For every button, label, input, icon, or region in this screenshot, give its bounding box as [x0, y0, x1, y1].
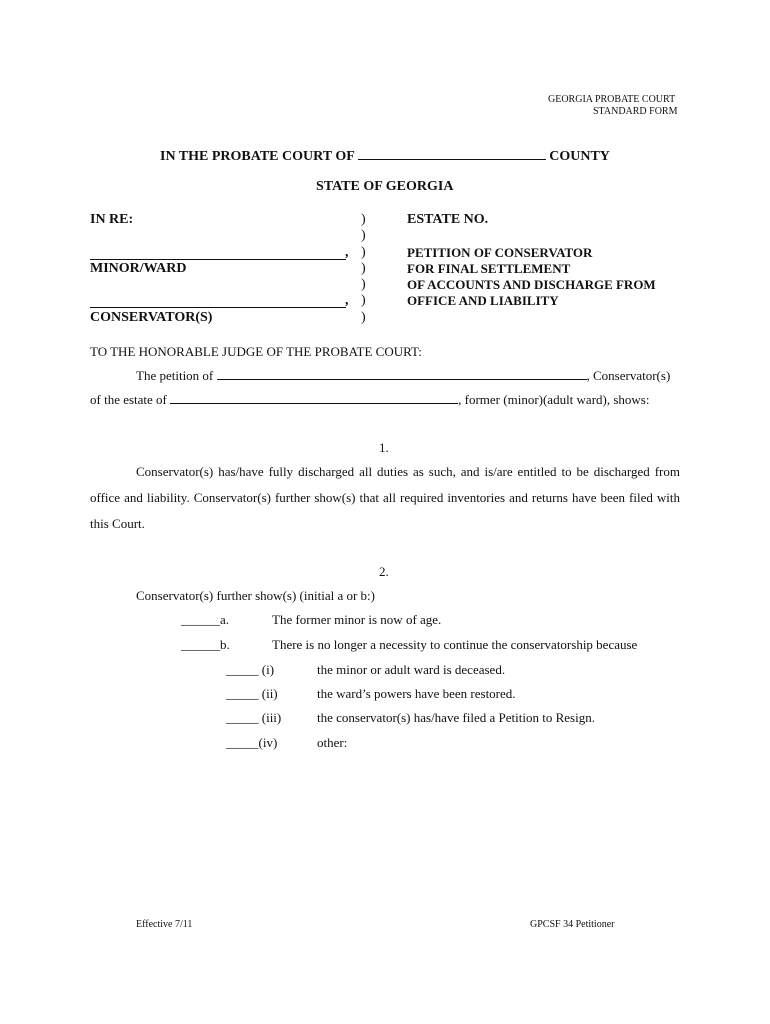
minor-name-blank[interactable]: [90, 259, 346, 260]
petition-title-line: PETITION OF CONSERVATOR: [407, 245, 593, 260]
caption-paren: ): [361, 310, 366, 325]
suboption-blank[interactable]: _____(iv): [226, 735, 278, 750]
county-blank[interactable]: [358, 147, 546, 160]
suboption-text: the conservator(s) has/have filed a Petition to Resign.: [317, 710, 595, 725]
section-2-number: 2.: [379, 564, 389, 579]
suboption-text: the ward’s powers have been restored.: [317, 686, 516, 701]
caption-paren: ): [361, 228, 366, 243]
suboption-blank[interactable]: _____ (ii): [226, 686, 278, 701]
court-line: [160, 147, 610, 165]
caption-paren: ): [361, 212, 366, 227]
section-1-text: Conservator(s) has/have fully discharged all duties as such, and is/are entitled to be discharged from office and liability. Conservator(s) further show(s) that all required inventories and returns have been filed with this Court.: [90, 464, 680, 531]
estate-no-label: ESTATE NO.: [407, 212, 489, 227]
suboption-text: the minor or adult ward is deceased.: [317, 662, 506, 677]
suboption-text: other:: [317, 735, 348, 750]
form-header-line2: STANDARD FORM: [593, 106, 678, 117]
option-blank[interactable]: ______a.: [181, 612, 230, 627]
court-prefix: IN THE PROBATE COURT OF: [160, 149, 355, 164]
estate-of-line: [90, 391, 649, 408]
section-2-intro: Conservator(s) further show(s) (initial a or b:): [136, 588, 375, 603]
conservators-suffix: , Conservator(s): [586, 368, 671, 383]
caption-paren: ): [361, 245, 366, 260]
petition-title-line: OFFICE AND LIABILITY: [407, 293, 559, 308]
petition-title-line: FOR FINAL SETTLEMENT: [407, 261, 571, 276]
section-1-number: 1.: [379, 440, 389, 455]
estate-suffix: , former (minor)(adult ward), shows:: [458, 392, 650, 407]
minor-comma: ,: [345, 245, 349, 260]
minor-ward-label: MINOR/WARD: [90, 261, 187, 276]
conservator-name-blank[interactable]: [90, 307, 346, 308]
suboption-blank[interactable]: _____ (i): [226, 662, 275, 677]
petitioner-name-blank[interactable]: [217, 367, 587, 380]
in-re-label: IN RE:: [90, 212, 134, 227]
salutation: TO THE HONORABLE JUDGE OF THE PROBATE COURT:: [90, 344, 422, 359]
footer-effective: Effective 7/11: [136, 919, 193, 930]
footer-form-id: GPCSF 34 Petitioner: [530, 919, 615, 930]
petition-of-line: [136, 367, 670, 384]
court-suffix: COUNTY: [549, 149, 610, 164]
caption-paren: ): [361, 293, 366, 308]
petition-of-label: The petition of: [136, 368, 214, 383]
option-text: There is no longer a necessity to continue the conservatorship because: [272, 637, 638, 652]
option-text: The former minor is now of age.: [272, 612, 442, 627]
conservator-label: CONSERVATOR(S): [90, 310, 213, 325]
estate-of-label: of the estate of: [90, 392, 167, 407]
suboption-blank[interactable]: _____ (iii): [226, 710, 282, 725]
caption-paren: ): [361, 261, 366, 276]
form-header-line1: GEORGIA PROBATE COURT: [548, 94, 676, 105]
petition-title-line: OF ACCOUNTS AND DISCHARGE FROM: [407, 277, 656, 292]
estate-name-blank[interactable]: [170, 391, 458, 404]
option-blank[interactable]: ______b.: [181, 637, 230, 652]
caption-paren: ): [361, 277, 366, 292]
conservator-comma: ,: [345, 293, 349, 308]
state-title: STATE OF GEORGIA: [316, 179, 454, 194]
